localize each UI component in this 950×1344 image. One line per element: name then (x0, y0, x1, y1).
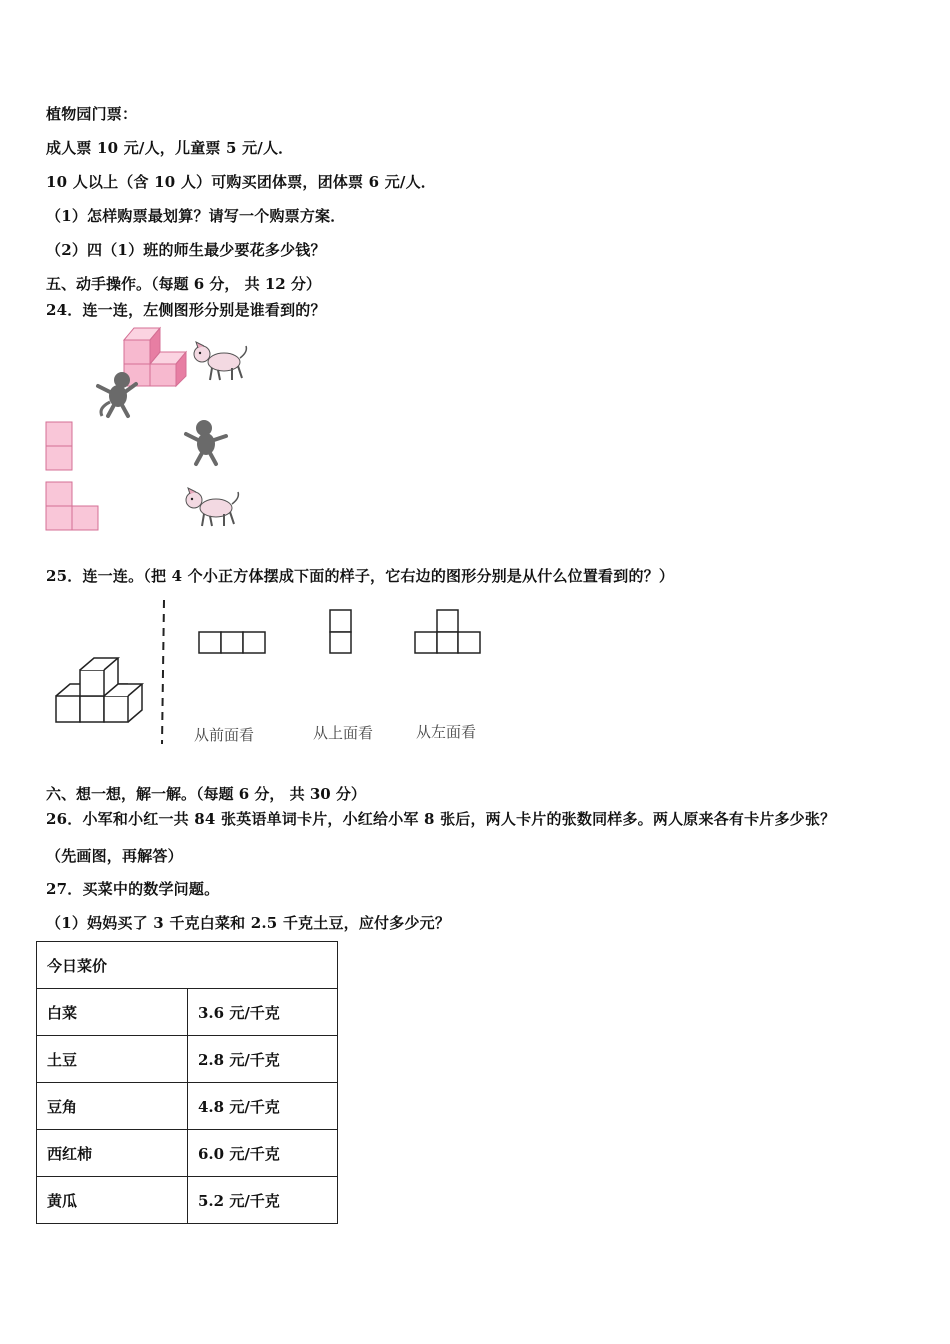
isometric-cubes (56, 658, 142, 722)
veg-price: 4.8 元/千克 (188, 1083, 338, 1130)
label-left-view: 从左面看 (416, 723, 477, 741)
view-pyramid (415, 610, 480, 653)
ticket-title: 植物园门票： (46, 105, 138, 123)
table-header: 今日菜价 (37, 942, 338, 989)
section-6-heading: 六、想一想，解一解。（每题 6 分， 共 30 分） (46, 785, 366, 803)
table-header-row (37, 942, 338, 989)
veg-price: 5.2 元/千克 (188, 1177, 338, 1224)
veg-name: 土豆 (37, 1036, 188, 1083)
view-three-row (199, 632, 265, 653)
question-1: （1）怎样购票最划算？请写一个购票方案． (46, 207, 346, 225)
veg-name: 豆角 (37, 1083, 188, 1130)
monkey-icon (182, 418, 232, 466)
veg-price: 2.8 元/千克 (188, 1036, 338, 1083)
table-row (37, 1130, 338, 1177)
section-5-heading: 五、动手操作。（每题 6 分， 共 12 分） (46, 275, 321, 293)
veg-name: 黄瓜 (37, 1177, 188, 1224)
price-table (36, 941, 338, 1224)
table-row (37, 989, 338, 1036)
veg-name: 白菜 (37, 989, 188, 1036)
question-27-1: （1）妈妈买了 3 千克白菜和 2.5 千克土豆，应付多少元？ (46, 914, 451, 932)
dog-icon (182, 486, 242, 530)
question-24: 24．连一连，左侧图形分别是谁看到的？ (46, 301, 326, 319)
label-top-view: 从上面看 (313, 724, 374, 742)
dashed-divider (162, 600, 164, 744)
shape-vertical-two (44, 420, 104, 534)
veg-name: 西红柿 (37, 1130, 188, 1177)
table-row (37, 1083, 338, 1130)
label-front-view: 从前面看 (194, 726, 255, 744)
table-row (37, 1036, 338, 1083)
question-27: 27．买菜中的数学问题。 (46, 880, 220, 898)
question-26: 26．小军和小红一共 84 张英语单词卡片，小红给小军 8 张后，两人卡片的张数同样多。两人原来各有卡片多少张？ (46, 810, 836, 828)
veg-price: 6.0 元/千克 (188, 1130, 338, 1177)
shape-l-block (46, 482, 72, 506)
cube-front-face (124, 340, 150, 364)
group-ticket-line: 10 人以上（含 10 人）可购买团体票，团体票 6 元/人． (46, 173, 436, 191)
cube-front-face (150, 364, 176, 386)
question-25: 25．连一连。（把 4 个小正方体摆成下面的样子，它右边的图形分别是从什么位置看到的？） (46, 567, 675, 585)
view-two-column (330, 610, 351, 653)
monkey-icon (92, 370, 142, 418)
table-row (37, 1177, 338, 1224)
question-2: （2）四（1）班的师生最少要花多少钱？ (46, 241, 326, 259)
dog-icon (190, 340, 250, 382)
question-26-note: （先画图，再解答） (46, 847, 183, 865)
ticket-price-line: 成人票 10 元/人，儿童票 5 元/人． (46, 139, 294, 157)
veg-price: 3.6 元/千克 (188, 989, 338, 1036)
